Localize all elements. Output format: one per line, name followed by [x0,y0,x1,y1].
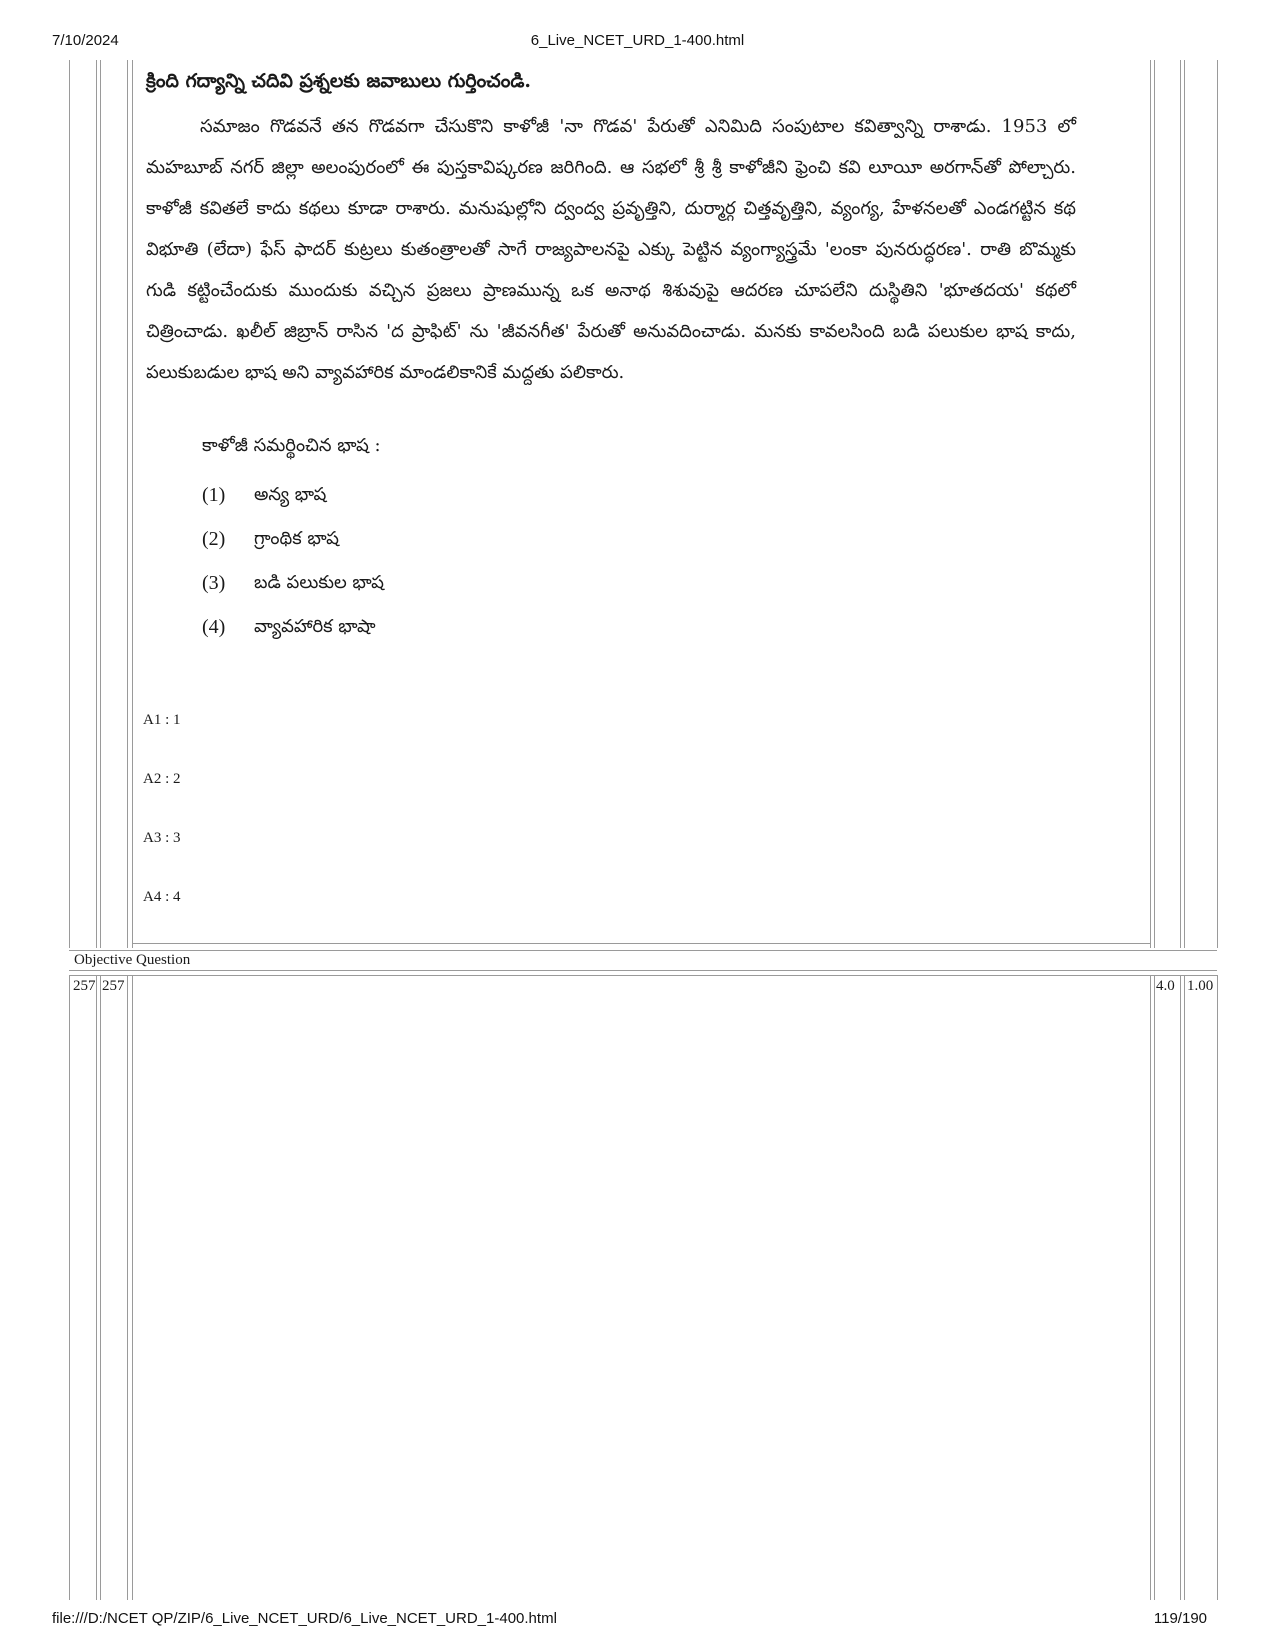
print-title: 6_Live_NCET_URD_1-400.html [530,32,745,49]
negative-marks-cell: 1.00 [1187,978,1214,994]
passage-text: సమాజం గొడవనే తన గొడవగా చేసుకొని కాళోజీ 'నా గొడవ' పేరుతో ఎనిమిది సంపుటాల కవిత్వాన్ని రాశాడు. 1953 లో మహబూబ్ నగర్ జిల్లా అలంపురంలో ఈ పుస్తకావిష్కరణ జరిగింది. ఆ సభలో శ్రీ శ్రీ కాళోజీని ఫ్రెంచి కవి లూయీ అరగాన్‌తో పోల్చారు. కాళోజీ కవితలే కాదు కథలు కూడా రాశారు. మనుషుల్లోని ద్వంద్వ ప్రవృత్తిని, దుర్మార్గ చిత్తవృత్తిని, వ్యంగ్య, హేళనలతో ఎండగట్టిన కథ విభూతి (లేదా) ఫేస్ ఫాదర్ కుట్రలు కుతంత్రాలతో సాగే రాజ్యపాలనపై ఎక్కు పెట్టిన వ్యంగ్యాస్త్రమే 'లంకా పునరుద్ధరణ'. రాతి బొమ్మకు గుడి కట్టించేందుకు ముందుకు వచ్చిన ప్రజలు ప్రాణమున్న ఒక అనాథ శిశువుపై ఆదరణ చూపలేని దుస్థితిని 'భూతదయ' కథలో చిత్రించాడు. ఖలీల్ జిబ్రాన్ రాసిన 'ద ప్రాఫిట్' ను 'జీవనగీత' పేరుతో అనువదించాడు. మనకు కావలసింది బడి పలుకుల భాష కాదు, పలుకుబడుల భాష అని వ్యావహారిక మాండలికానికే మద్దతు పలికారు. [146,116,1076,383]
answer-key: A4 : 4 [143,889,181,905]
print-url: file:///D:/NCET QP/ZIP/6_Live_NCET_URD/6_Live_NCET_URD_1-400.html [52,1610,557,1627]
question-content [146,66,1076,649]
option-item: (4) వ్యావహారిక భాషా [202,616,376,638]
page-number: 119/190 [1153,1610,1207,1627]
option-item: (2) గ్రాంథిక భాష [202,528,339,550]
answer-key: A3 : 3 [143,830,181,846]
option-item: (1) అన్య భాష [202,484,327,506]
question-type-label: Objective Question [74,952,191,968]
serial-number-cell: 257 [73,978,96,994]
question-text: కాళోజీ సమర్థించిన భాష : [202,435,381,456]
options-list [202,473,1076,649]
question-id-cell: 257 [102,978,125,994]
answer-key: A1 : 1 [143,712,181,728]
answer-key-list [143,712,181,948]
instruction-text: క్రింది గద్యాన్ని చదివి ప్రశ్నలకు జవాబులు గుర్తించండి. [146,70,532,92]
answer-key: A2 : 2 [143,771,181,787]
marks-cell: 4.0 [1156,978,1175,994]
print-date: 7/10/2024 [52,32,119,49]
option-item: (3) బడి పలుకుల భాష [202,572,385,594]
